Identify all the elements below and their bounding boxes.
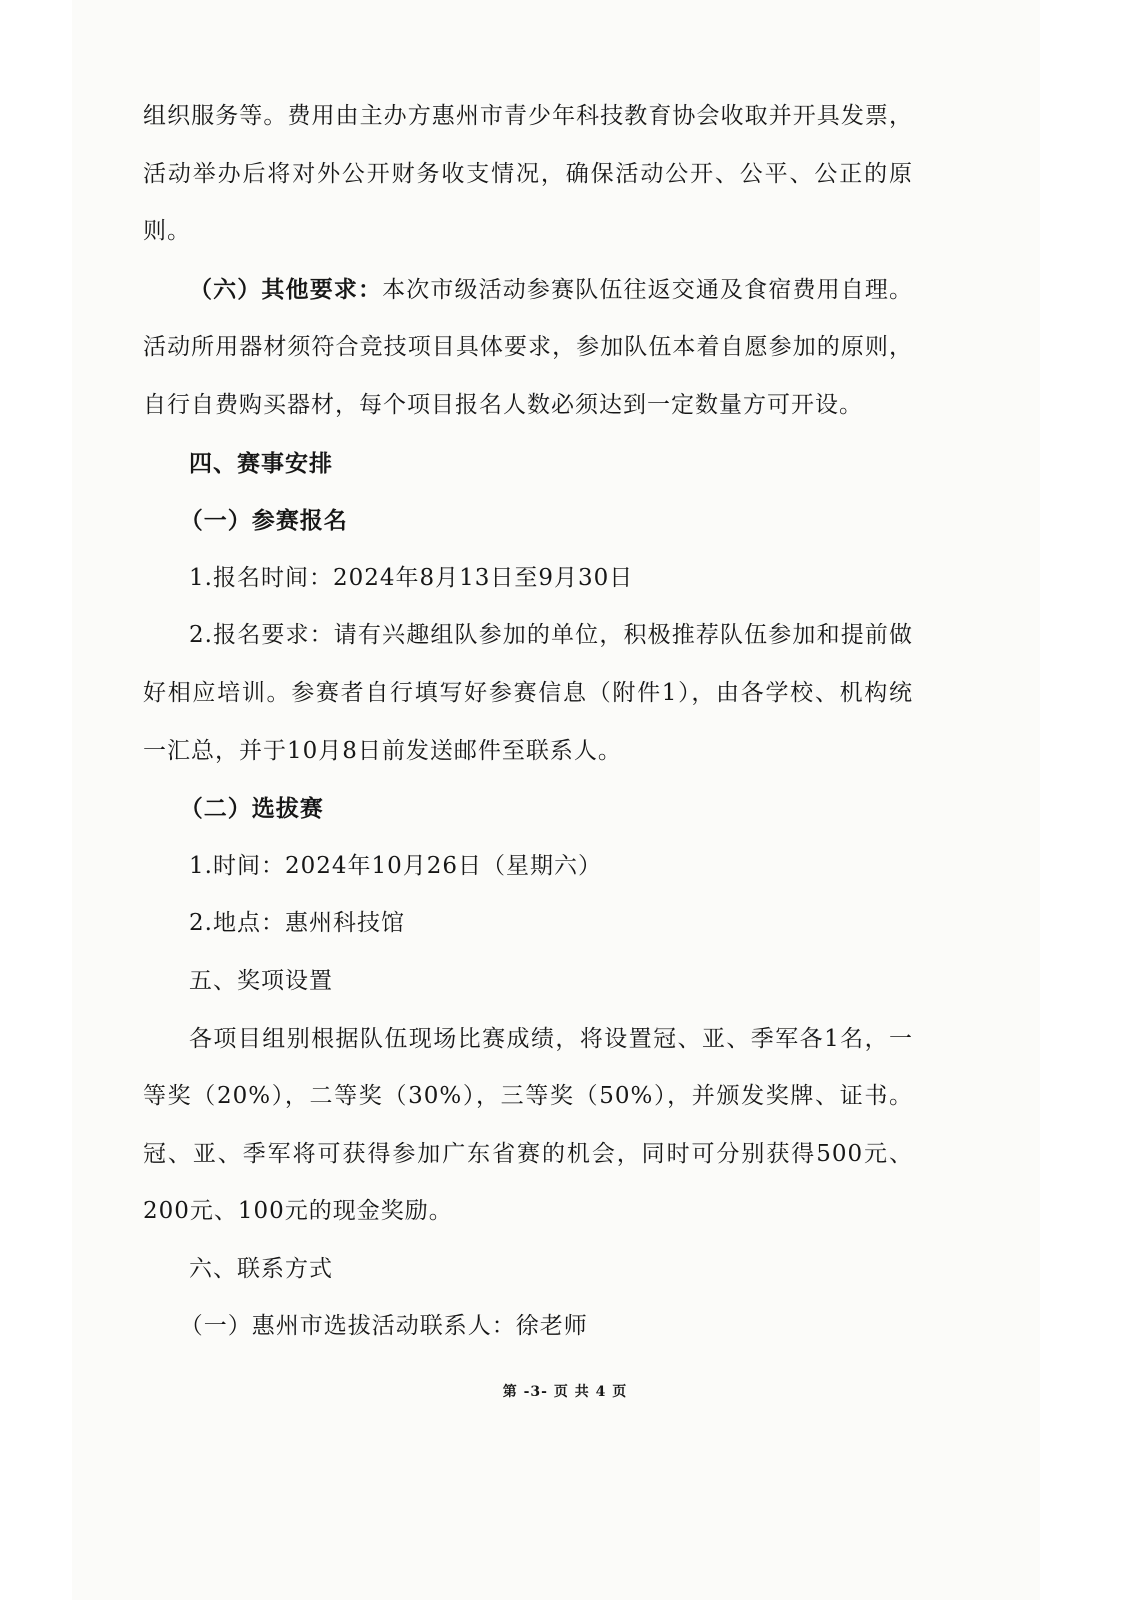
subheading-registration: （一）参赛报名 [179,507,348,535]
subheading-selection: （二）选拔赛 [179,795,324,823]
selection-time: 1.时间：2024年10月26日（星期六） [189,852,603,879]
page-number-footer: 第 -3- 页 共 4 页 [502,1384,628,1400]
registration-time: 1.报名时间：2024年8月13日至9月30日 [189,564,634,591]
selection-location: 2.地点：惠州科技馆 [189,910,405,937]
section-heading-schedule: 四、赛事安排 [189,449,333,477]
paragraph-awards: 各项目组别根据队伍现场比赛成绩，将设置冠、亚、季军各1名，一等奖（20%），二等奖（30%），三等奖（50%），并颁发奖牌、证书。冠、亚、季军将可获得参加广东省赛的机会，同时可分别获得500元、200元、100元的现金奖励。 [143,1025,913,1225]
paragraph-fees: 组织服务等。费用由主办方惠州市青少年科技教育协会收取并开具发票，活动举办后将对外公开财务收支情况，确保活动公开、公平、公正的原则。 [143,103,913,245]
other-requirements-text: 本次市级活动参赛队伍往返交通及食宿费用自理。活动所用器材须符合竞技项目具体要求，参加队伍本着自愿参加的原则，自行自费购买器材，每个项目报名人数必须达到一定数量方可开设。 [143,276,914,418]
other-requirements-heading: （六）其他要求： [189,275,383,303]
section-heading-contact: 六、联系方式 [189,1255,333,1282]
contact-person: （一）惠州市选拔活动联系人：徐老师 [179,1313,588,1340]
registration-requirements: 2.报名要求：请有兴趣组队参加的单位，积极推荐队伍参加和提前做好相应培训。参赛者自行填写好参赛信息（附件1），由各学校、机构统一汇总，并于10月8日前发送邮件至联系人。 [143,622,913,764]
paragraph-other-requirements [143,261,913,435]
document-body [143,88,913,1356]
section-heading-awards: 五、奖项设置 [189,967,333,994]
